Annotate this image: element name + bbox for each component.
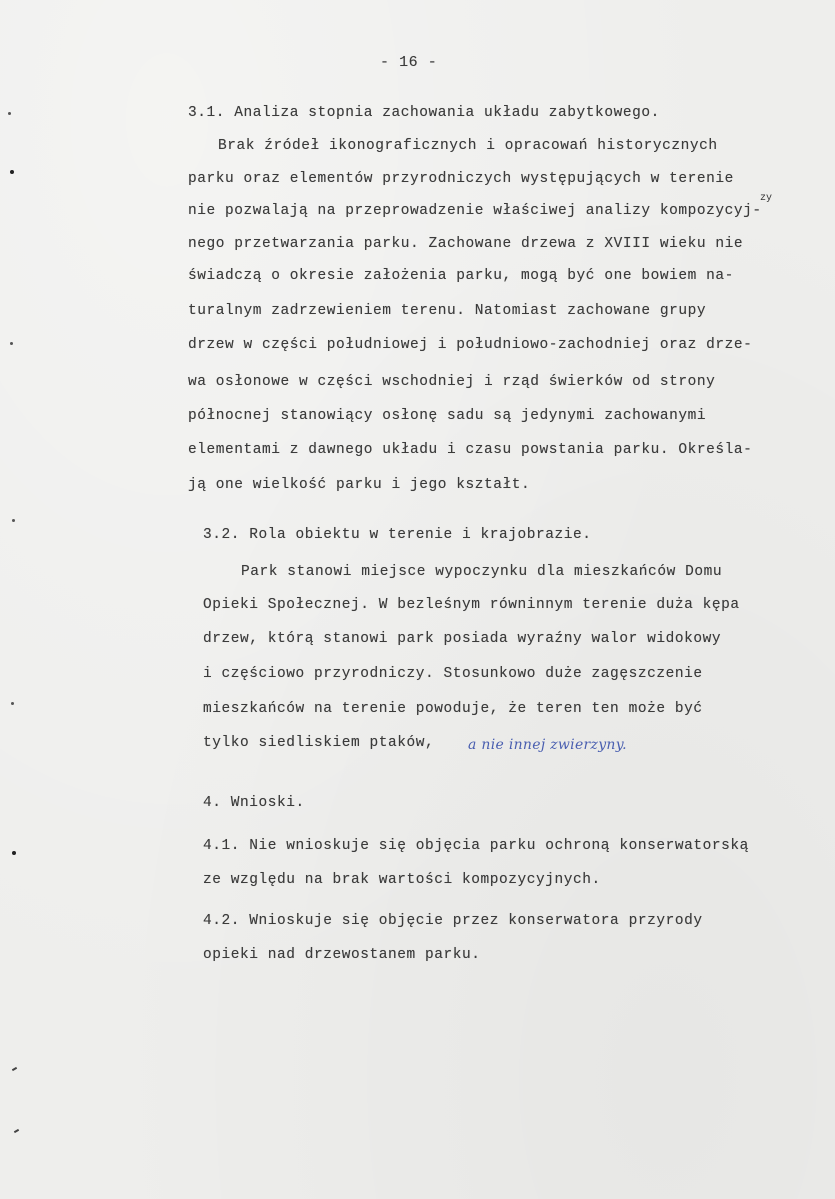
margin-mark bbox=[10, 342, 13, 345]
paragraph-line: 4.2. Wnioskuje się objęcie przez konserwatora przyrody bbox=[203, 913, 703, 929]
page-number: - 16 - bbox=[380, 54, 438, 71]
margin-mark bbox=[12, 519, 15, 522]
paragraph-line: ją one wielkość parku i jego kształt. bbox=[188, 477, 531, 493]
paragraph-line: północnej stanowiący osłonę sadu są jedynymi zachowanymi bbox=[188, 408, 707, 424]
paragraph-line: drzew, którą stanowi park posiada wyraźny walor widokowy bbox=[203, 631, 722, 647]
margin-tick bbox=[12, 1067, 17, 1071]
section-heading-3-2: 3.2. Rola obiektu w terenie i krajobrazie. bbox=[203, 527, 592, 543]
margin-dot bbox=[10, 170, 14, 174]
paragraph-line: turalnym zadrzewieniem terenu. Natomiast zachowane grupy bbox=[188, 303, 707, 319]
margin-dot bbox=[12, 851, 16, 855]
section-heading-3-1: 3.1. Analiza stopnia zachowania układu zabytkowego. bbox=[188, 105, 660, 121]
paragraph-line: wa osłonowe w części wschodniej i rząd świerków od strony bbox=[188, 374, 716, 390]
margin-mark bbox=[11, 702, 14, 705]
handwritten-annotation: a nie innej zwierzyny. bbox=[468, 737, 627, 753]
paragraph-line: tylko siedliskiem ptaków, bbox=[203, 735, 435, 751]
paragraph-line: elementami z dawnego układu i czasu powstania parku. Określa- bbox=[188, 442, 753, 458]
paragraph-line: parku oraz elementów przyrodniczych występujących w terenie bbox=[188, 171, 734, 187]
paragraph-line: Opieki Społecznej. W bezleśnym równinnym terenie duża kępa bbox=[203, 597, 740, 613]
section-heading-4: 4. Wnioski. bbox=[203, 795, 305, 811]
paragraph-line: nego przetwarzania parku. Zachowane drzewa z XVIII wieku nie bbox=[188, 236, 744, 252]
margin-tick bbox=[14, 1129, 19, 1133]
paragraph-line: Park stanowi miejsce wypoczynku dla mieszkańców Domu bbox=[241, 564, 723, 580]
paragraph-line: 4.1. Nie wnioskuje się objęcia parku ochroną konserwatorską bbox=[203, 838, 749, 854]
paragraph-line: świadczą o okresie założenia parku, mogą być one bowiem na- bbox=[188, 268, 734, 284]
paragraph-line: Brak źródeł ikonograficznych i opracowań historycznych bbox=[218, 138, 718, 154]
paragraph-line: ze względu na brak wartości kompozycyjnych. bbox=[203, 872, 601, 888]
typed-correction: zy bbox=[760, 193, 773, 204]
paragraph-line: i częściowo przyrodniczy. Stosunkowo duże zagęszczenie bbox=[203, 666, 703, 682]
paragraph-line: mieszkańców na terenie powoduje, że teren ten może być bbox=[203, 701, 703, 717]
paragraph-line: opieki nad drzewostanem parku. bbox=[203, 947, 481, 963]
paragraph-line: drzew w części południowej i południowo-zachodniej oraz drze- bbox=[188, 337, 753, 353]
paragraph-line: nie pozwalają na przeprowadzenie właściwej analizy kompozycyj- bbox=[188, 203, 762, 219]
margin-mark bbox=[8, 112, 11, 115]
